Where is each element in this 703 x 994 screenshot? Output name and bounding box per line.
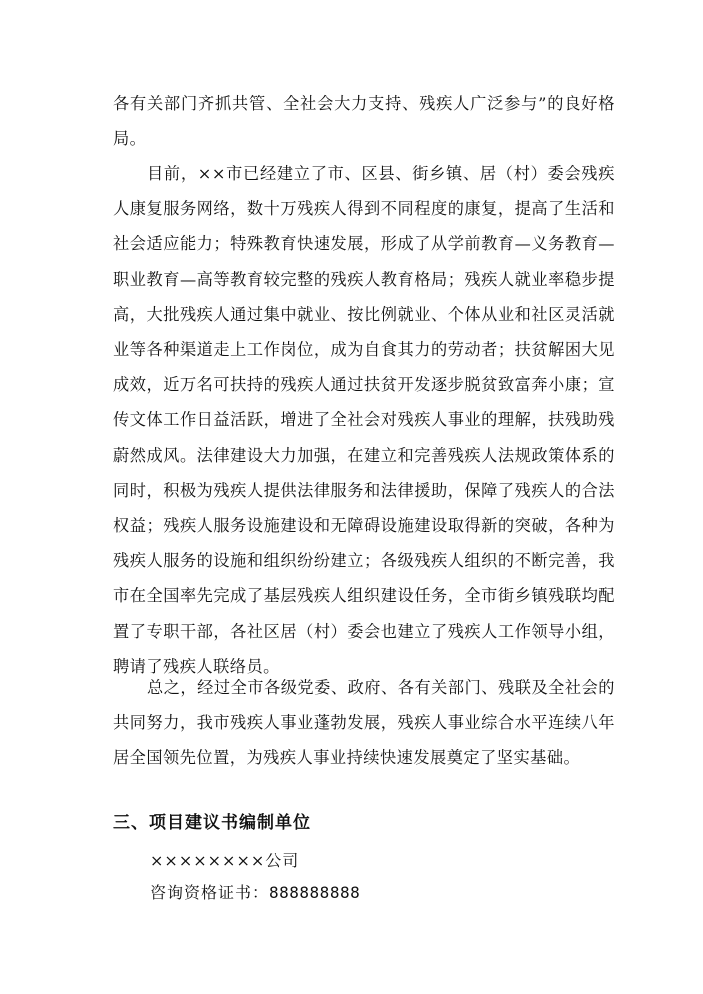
certificate-line bbox=[150, 880, 360, 903]
certificate-number: 888888888 bbox=[269, 883, 361, 902]
paragraph-summary: 总之，经过全市各级党委、政府、各有关部门、残联及全社会的共同努力，我市残疾人事业蓬勃发展，残疾人事业综合水平连续八年居全国领先位置，为残疾人事业持续快速发展奠定了坚实基础。 bbox=[113, 678, 615, 768]
section-heading: 三、项目建议书编制单位 bbox=[113, 813, 311, 833]
certificate-label: 咨询资格证书： bbox=[150, 883, 270, 902]
paragraph-continuation: 各有关部门齐抓共管、全社会大力支持、残疾人广泛参与”的良好格局。 bbox=[113, 94, 615, 149]
company-name: ××××××××公司 bbox=[150, 851, 300, 870]
paragraph-achievements: 目前，××市已经建立了市、区县、街乡镇、居（村）委会残疾人康复服务网络，数十万残疾人得到不同程度的康复，提高了生活和社会适应能力；特殊教育快速发展，形成了从学前教育—义务教育—职业教育—高等教育较完整的残疾人教育格局；残疾人就业率稳步提高，大批残疾人通过集中就业、按比例就业、个体从业和社区灵活就业等各种渠道走上工作岗位，成为自食其力的劳动者；扶贫解困大见成效，近万名可扶持的残疾人通过扶贫开发逐步脱贫致富奔小康；宣传文体工作日益活跃，增进了全社会对残疾人事业的理解，扶残助残蔚然成风。法律建设大力加强，在建立和完善残疾人法规政策体系的同时，积极为残疾人提供法律服务和法律援助，保障了残疾人的合法权益；残疾人服务设施建设和无障碍设施建设取得新的突破，各种为残疾人服务的设施和组织纷纷建立；各级残疾人组织的不断完善，我市在全国率先完成了基层残疾人组织建设任务，全市街乡镇残联均配置了专职干部，各社区居（村）委会也建立了残疾人工作领导小组，聘请了残疾人联络员。 bbox=[113, 164, 615, 676]
